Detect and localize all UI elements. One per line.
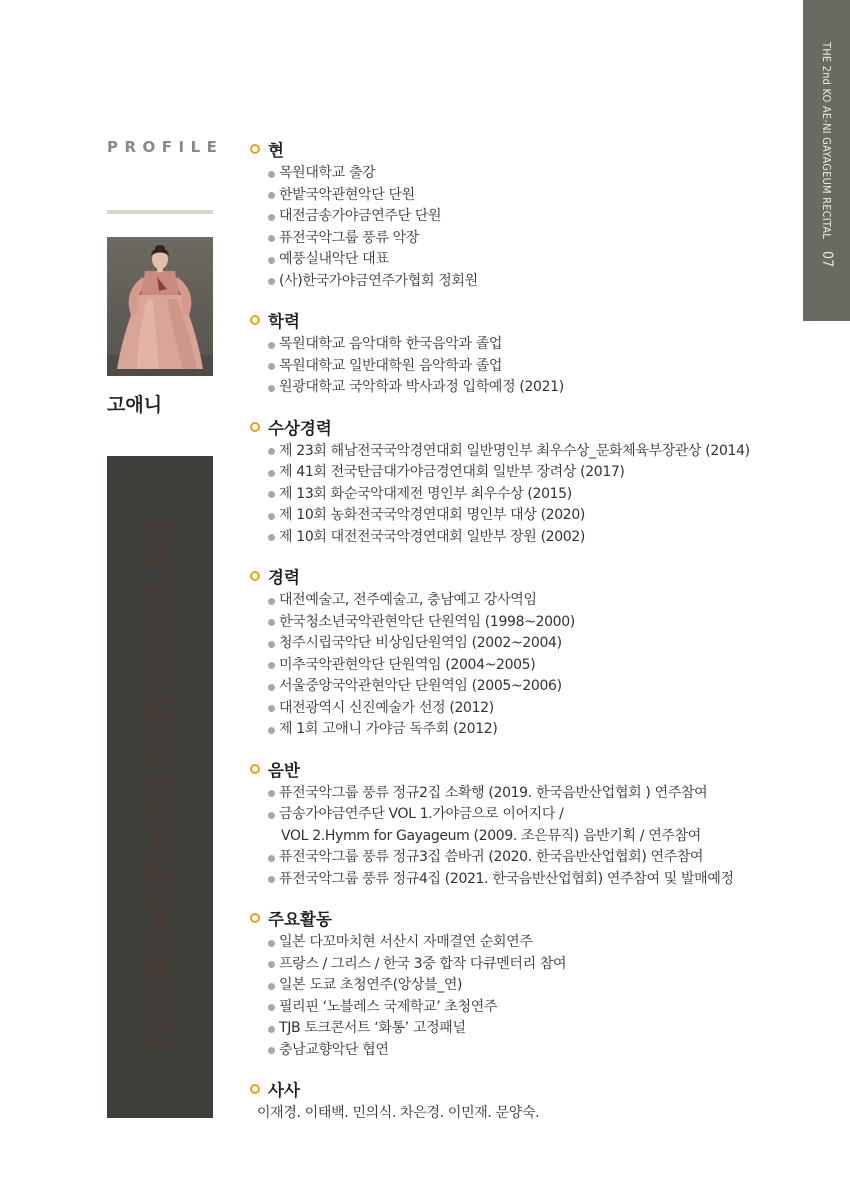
ring-bullet-icon	[250, 144, 260, 154]
list-item: 청주시립국악단 비상임단원역임 (2002~2004)	[250, 633, 800, 655]
item-list	[250, 441, 800, 549]
side-tab	[803, 0, 850, 321]
list-item: 한국청소년국악관현악단 단원역임 (1998~2000)	[250, 612, 800, 634]
list-item: 일본 도쿄 초청연주(앙상블_연)	[250, 975, 800, 997]
section-title-text: 경력	[268, 568, 300, 587]
section-title-text: 주요활동	[268, 910, 332, 929]
item-list	[250, 334, 800, 399]
section-title	[250, 755, 800, 783]
list-item: 목원대학교 일반대학원 음악학과 졸업	[250, 356, 800, 378]
list-item: 퓨전국악그룹 풍류 정규4집 (2021. 한국음반산업협회) 연주참여 및 발매예정	[250, 869, 800, 891]
section-title-text: 사사	[268, 1081, 300, 1100]
section-education	[250, 306, 800, 399]
list-item: 한밭국악관현악단 단원	[250, 185, 800, 207]
panel-title: THE 2nd KO AE-NI GAYAGEUM RECITAL	[140, 518, 175, 1054]
list-item: TJB 토크콘서트 ‘화통’ 고정패널	[250, 1018, 800, 1040]
list-item: 제 10회 농화전국국악경연대회 명인부 대상 (2020)	[250, 505, 800, 527]
list-item: 퓨전국악그룹 풍류 정규2집 소확행 (2019. 한국음반산업협회 ) 연주참여	[250, 783, 800, 805]
list-item: 목원대학교 음악대학 한국음악과 졸업	[250, 334, 800, 356]
profile-divider	[107, 210, 213, 214]
list-item: 제 41회 전국탄금대가야금경연대회 일반부 장려상 (2017)	[250, 462, 800, 484]
section-career	[250, 562, 800, 741]
section-albums	[250, 755, 800, 891]
profile-label: PROFILE	[107, 138, 224, 156]
ring-bullet-icon	[250, 422, 260, 432]
list-item: 제 1회 고애니 가야금 독주회 (2012)	[250, 719, 800, 741]
list-item: 예풍실내악단 대표	[250, 249, 800, 271]
section-title	[250, 135, 800, 163]
list-item: 목원대학교 출강	[250, 163, 800, 185]
list-item: 프랑스 / 그리스 / 한국 3중 합작 다큐멘터리 참여	[250, 954, 800, 976]
profile-photo	[107, 237, 213, 376]
section-title	[250, 562, 800, 590]
section-title-text: 음반	[268, 760, 300, 780]
list-item: 미추국악관현악단 단원역임 (2004~2005)	[250, 655, 800, 677]
list-item: (사)한국가야금연주가협회 정회원	[250, 271, 800, 293]
section-teachers	[250, 1075, 800, 1125]
item-list	[250, 163, 800, 292]
item-list	[250, 932, 800, 1061]
ring-bullet-icon	[250, 764, 260, 774]
side-tab-text	[819, 42, 835, 267]
section-activities	[250, 904, 800, 1061]
section-title-text: 수상경력	[268, 418, 332, 438]
section-awards	[250, 413, 800, 549]
item-list	[250, 783, 800, 891]
section-title	[250, 904, 800, 932]
page-number: 07	[818, 250, 835, 268]
section-title-text: 학력	[268, 312, 300, 331]
ring-bullet-icon	[250, 315, 260, 325]
section-title	[250, 413, 800, 441]
list-item: 필리핀 ‘노블레스 국제학교’ 초청연주	[250, 997, 800, 1019]
list-item-continuation: VOL 2.Hymm for Gayageum (2009. 조은뮤직) 음반기획 / 연주참여	[281, 827, 701, 844]
profile-content	[250, 135, 800, 1125]
list-item: 퓨전국악그룹 풍류 정규3집 씀바귀 (2020. 한국음반산업협회) 연주참여	[250, 847, 800, 869]
list-item: 제 23회 해남전국국악경연대회 일반명인부 최우수상_문화체육부장관상 (2014)	[250, 441, 800, 463]
section-title-text: 현	[268, 141, 284, 160]
list-item: 대전광역시 신진예술가 선정 (2012)	[250, 698, 800, 720]
list-item: 일본 다꼬마치현 서산시 자매결연 순회연주	[250, 932, 800, 954]
list-item: 대전금송가야금연주단 단원	[250, 206, 800, 228]
teachers-text: 이재경. 이태백. 민의식. 차은경. 이민재. 문양숙.	[257, 1105, 540, 1121]
person-name: 고애니	[107, 394, 163, 416]
ring-bullet-icon	[250, 571, 260, 581]
list-item: 대전예술고, 전주예술고, 충남예고 강사역임	[250, 590, 800, 612]
item-list	[250, 590, 800, 741]
title-panel	[107, 456, 213, 1118]
section-title	[250, 1075, 800, 1103]
section-current	[250, 135, 800, 292]
list-item: 서울중앙국악관현악단 단원역임 (2005~2006)	[250, 676, 800, 698]
ring-bullet-icon	[250, 1084, 260, 1094]
list-item: 퓨전국악그룹 풍류 악장	[250, 228, 800, 250]
section-title	[250, 306, 800, 334]
list-item: 원광대학교 국악학과 박사과정 입학예정 (2021)	[250, 377, 800, 399]
list-item: 충남교향악단 협연	[250, 1040, 800, 1062]
ring-bullet-icon	[250, 913, 260, 923]
side-tab-title: THE 2nd KO AE-NI GAYAGEUM RECITAL	[819, 42, 833, 239]
list-item: 금송가야금연주단 VOL 1.가야금으로 이어지다 /	[250, 804, 800, 826]
list-item: 제 13회 화순국악대제전 명인부 최우수상 (2015)	[250, 484, 800, 506]
list-item: 제 10회 대전전국국악경연대회 일반부 장원 (2002)	[250, 527, 800, 549]
